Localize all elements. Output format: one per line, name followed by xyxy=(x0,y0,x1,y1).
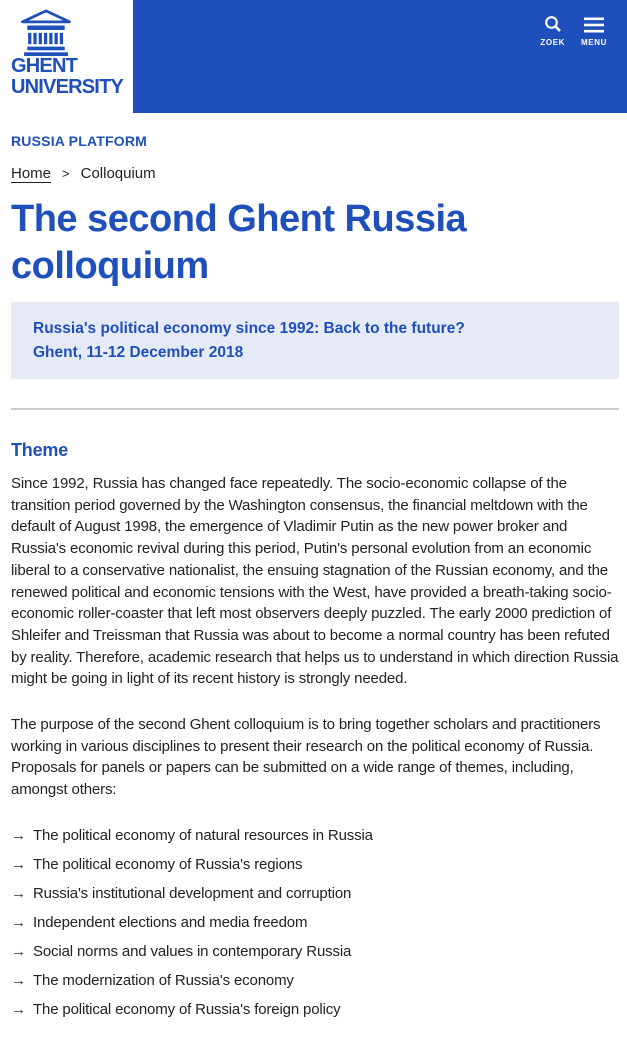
list-item xyxy=(11,854,619,875)
breadcrumb-current: Colloquium xyxy=(80,165,156,182)
event-subtitle: Russia's political economy since 1992: Back to the future? xyxy=(33,320,465,337)
theme-heading: Theme xyxy=(11,440,69,460)
arrow-right-icon: → xyxy=(11,942,26,960)
header-blue-bar xyxy=(133,0,627,113)
arrow-right-icon: → xyxy=(11,826,26,844)
theme-topics-list xyxy=(11,825,619,1020)
list-item xyxy=(11,883,619,904)
list-item-label: Social norms and values in contemporary Russia xyxy=(33,942,352,960)
logo-text-line2: UNIVERSITY xyxy=(11,76,124,98)
list-item xyxy=(11,999,619,1020)
arrow-right-icon: → xyxy=(11,1000,26,1018)
site-header xyxy=(0,0,627,113)
search-button[interactable] xyxy=(540,15,565,47)
page-title: The second Ghent Russia colloquium xyxy=(11,198,467,287)
list-item-label: The political economy of Russia's regions xyxy=(33,855,303,873)
theme-paragraph-1: Since 1992, Russia has changed face repeatedly. The socio-economic collapse of the transition period governed by the Washington consensus, the financial meltdown with the default of August 1998, the emergence of Vladimir Putin as the new power broker and Russia's economic revival during this period, Putin's personal evolution from an economic liberal to a conservative nationalist, the ensuing stagnation of the Russian economy, and the renewed political and economic tensions with the West, have provided a breath-taking socio-economic roller-coaster that left most observers deeply puzzled. The early 2000 prediction of Shleifer and Treissman that Russia was about to become a normal country has been refuted by reality. Therefore, academic research that helps us to understand in which direction Russia might be going in light of its recent history is strongly needed. xyxy=(11,475,619,688)
logo-text xyxy=(11,56,123,98)
list-item xyxy=(11,825,619,846)
arrow-right-icon: → xyxy=(11,913,26,931)
section-divider xyxy=(11,408,619,410)
list-item xyxy=(11,970,619,991)
breadcrumb-home-link[interactable]: Home xyxy=(11,165,52,182)
list-item-label: Russia's institutional development and corruption xyxy=(33,884,352,902)
hamburger-menu-icon xyxy=(584,15,604,35)
list-item-label: The political economy of natural resources in Russia xyxy=(33,826,373,844)
main-content xyxy=(0,133,627,1038)
search-icon xyxy=(543,15,563,35)
breadcrumb xyxy=(11,165,619,182)
university-logo[interactable] xyxy=(11,8,123,98)
platform-label: RUSSIA PLATFORM xyxy=(11,133,147,149)
arrow-right-icon: → xyxy=(11,855,26,873)
list-item xyxy=(11,941,619,962)
arrow-right-icon: → xyxy=(11,971,26,989)
list-item-label: Independent elections and media freedom xyxy=(33,913,308,931)
theme-paragraph-2: The purpose of the second Ghent colloquium is to bring together scholars and practitioners working in various disciplines to present their research on the political economy of Russia. Proposals for panels or papers can be submitted on a wide range of themes, including, amongst others: xyxy=(11,716,601,799)
list-item-label: The modernization of Russia's economy xyxy=(33,971,294,989)
event-highlight-box xyxy=(11,302,619,379)
breadcrumb-separator: > xyxy=(62,166,70,181)
search-label: ZOEK xyxy=(540,38,566,47)
menu-button[interactable] xyxy=(581,15,607,47)
event-date-location: Ghent, 11-12 December 2018 xyxy=(33,344,244,361)
header-actions xyxy=(540,15,607,47)
university-building-icon xyxy=(11,8,123,56)
list-item-label: The political economy of Russia's foreign policy xyxy=(33,1000,341,1018)
menu-label: MENU xyxy=(581,38,607,47)
arrow-right-icon: → xyxy=(11,884,26,902)
list-item xyxy=(11,912,619,933)
logo-text-line1: GHENT xyxy=(11,55,78,77)
